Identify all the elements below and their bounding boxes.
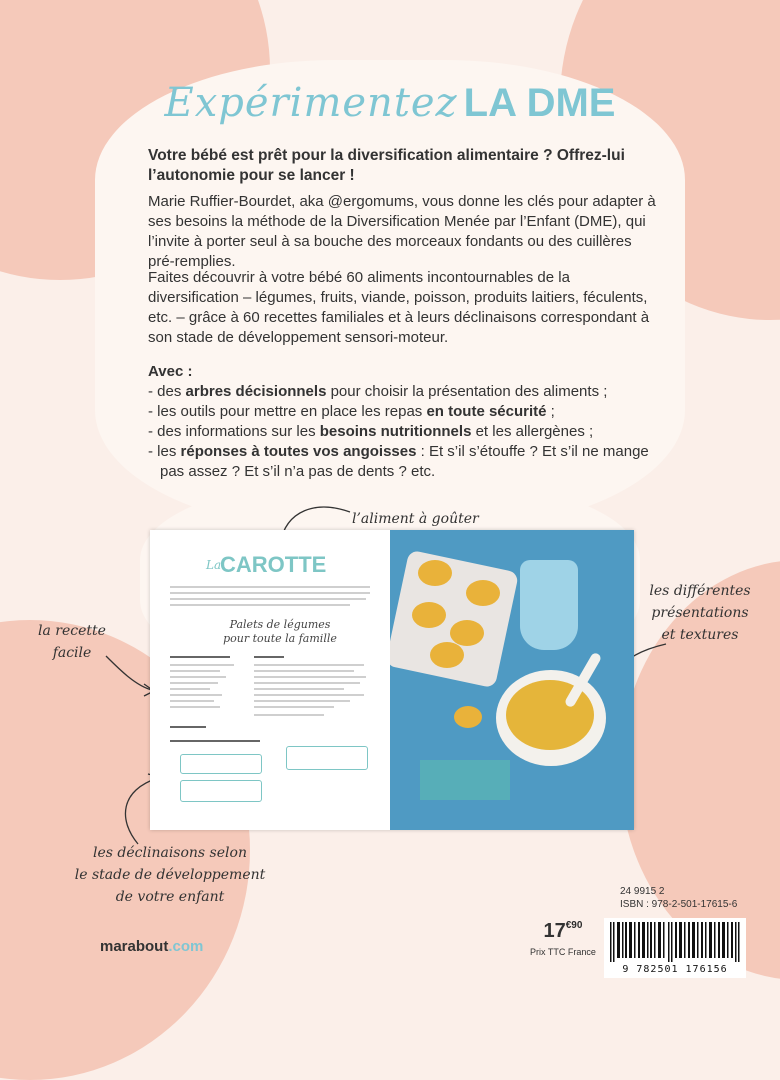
tray-image (390, 550, 519, 689)
product-code: 24 9915 2 (620, 886, 665, 897)
variant-box (180, 754, 262, 774)
muffin-image (430, 642, 464, 668)
list-item: - les réponses à toutes vos angoisses : Et s’il s’étouffe ? Et s’il ne mange pas assez ? Et s’il n’a pas de dents ? etc. (148, 443, 649, 480)
cup-image (520, 560, 578, 650)
lead-paragraph: Votre bébé est prêt pour la diversification alimentaire ? Offrez-lui l’autonomie pour se lancer ! (148, 147, 625, 184)
recipe-article: La (206, 558, 222, 572)
title-bold: LA DME (463, 81, 616, 125)
variant-box (286, 746, 368, 770)
book-codes (620, 885, 737, 911)
muffin-image (450, 620, 484, 646)
recipe-name: Palets de légumes pour toute la famille (223, 618, 337, 645)
publisher-logo: marabout.com (100, 938, 204, 955)
page-title (0, 80, 780, 126)
label-declinaisons: les déclinaisons selon le stade de développement de votre enfant (74, 845, 266, 905)
feature-list (148, 382, 668, 482)
list-item: - les outils pour mettre en place les repas en toute sécurité ; (148, 403, 555, 420)
label-presentations: les différentes présentations et textures (649, 583, 751, 643)
book-spread-preview (150, 530, 634, 830)
barcode-digits: 9 782501 176156 (622, 964, 728, 975)
muffin-image (412, 602, 446, 628)
content-paragraph: Faites découvrir à votre bébé 60 aliments incontournables de la diversification – légumes, fruits, viande, poisson, produits laitiers, féculents, etc. – grâce à 60 recettes familiales et à leurs déclinaisons correspondant à son stade de développement sensori-moteur. (148, 269, 650, 346)
price: $17^{€90}$ Prix TTC France (530, 920, 596, 957)
label-aliment: l’aliment à goûter (352, 511, 479, 527)
list-item: - des arbres décisionnels pour choisir la présentation des aliments ; (148, 383, 608, 400)
variant-box (180, 780, 262, 802)
muffin-image (454, 706, 482, 728)
label-recette: la recette facile (38, 623, 106, 661)
title-script: Expérimentez (164, 80, 458, 126)
isbn: ISBN : 978-2-501-17615-6 (620, 899, 738, 910)
muffin-image (466, 580, 500, 606)
recipe-food-title: CAROTTE (220, 552, 327, 577)
list-item: - des informations sur les besoins nutritionnels et les allergènes ; (148, 423, 594, 440)
list-heading: Avec : (148, 363, 193, 380)
muffin-image (418, 560, 452, 586)
barcode-bars (610, 922, 740, 962)
intro-paragraph: Marie Ruffier-Bourdet, aka @ergomums, vous donne les clés pour adapter à ses besoins la méthode de la Diversification Menée par l’Enfant (DME), qui l’invite à porter seul à sa bouche des morceaux fondants ou des cuillères pré-remplies. (148, 193, 656, 270)
photo-page (390, 530, 634, 830)
barcode (604, 918, 746, 978)
photo-caption-box (420, 760, 510, 800)
recipe-page (150, 530, 390, 830)
